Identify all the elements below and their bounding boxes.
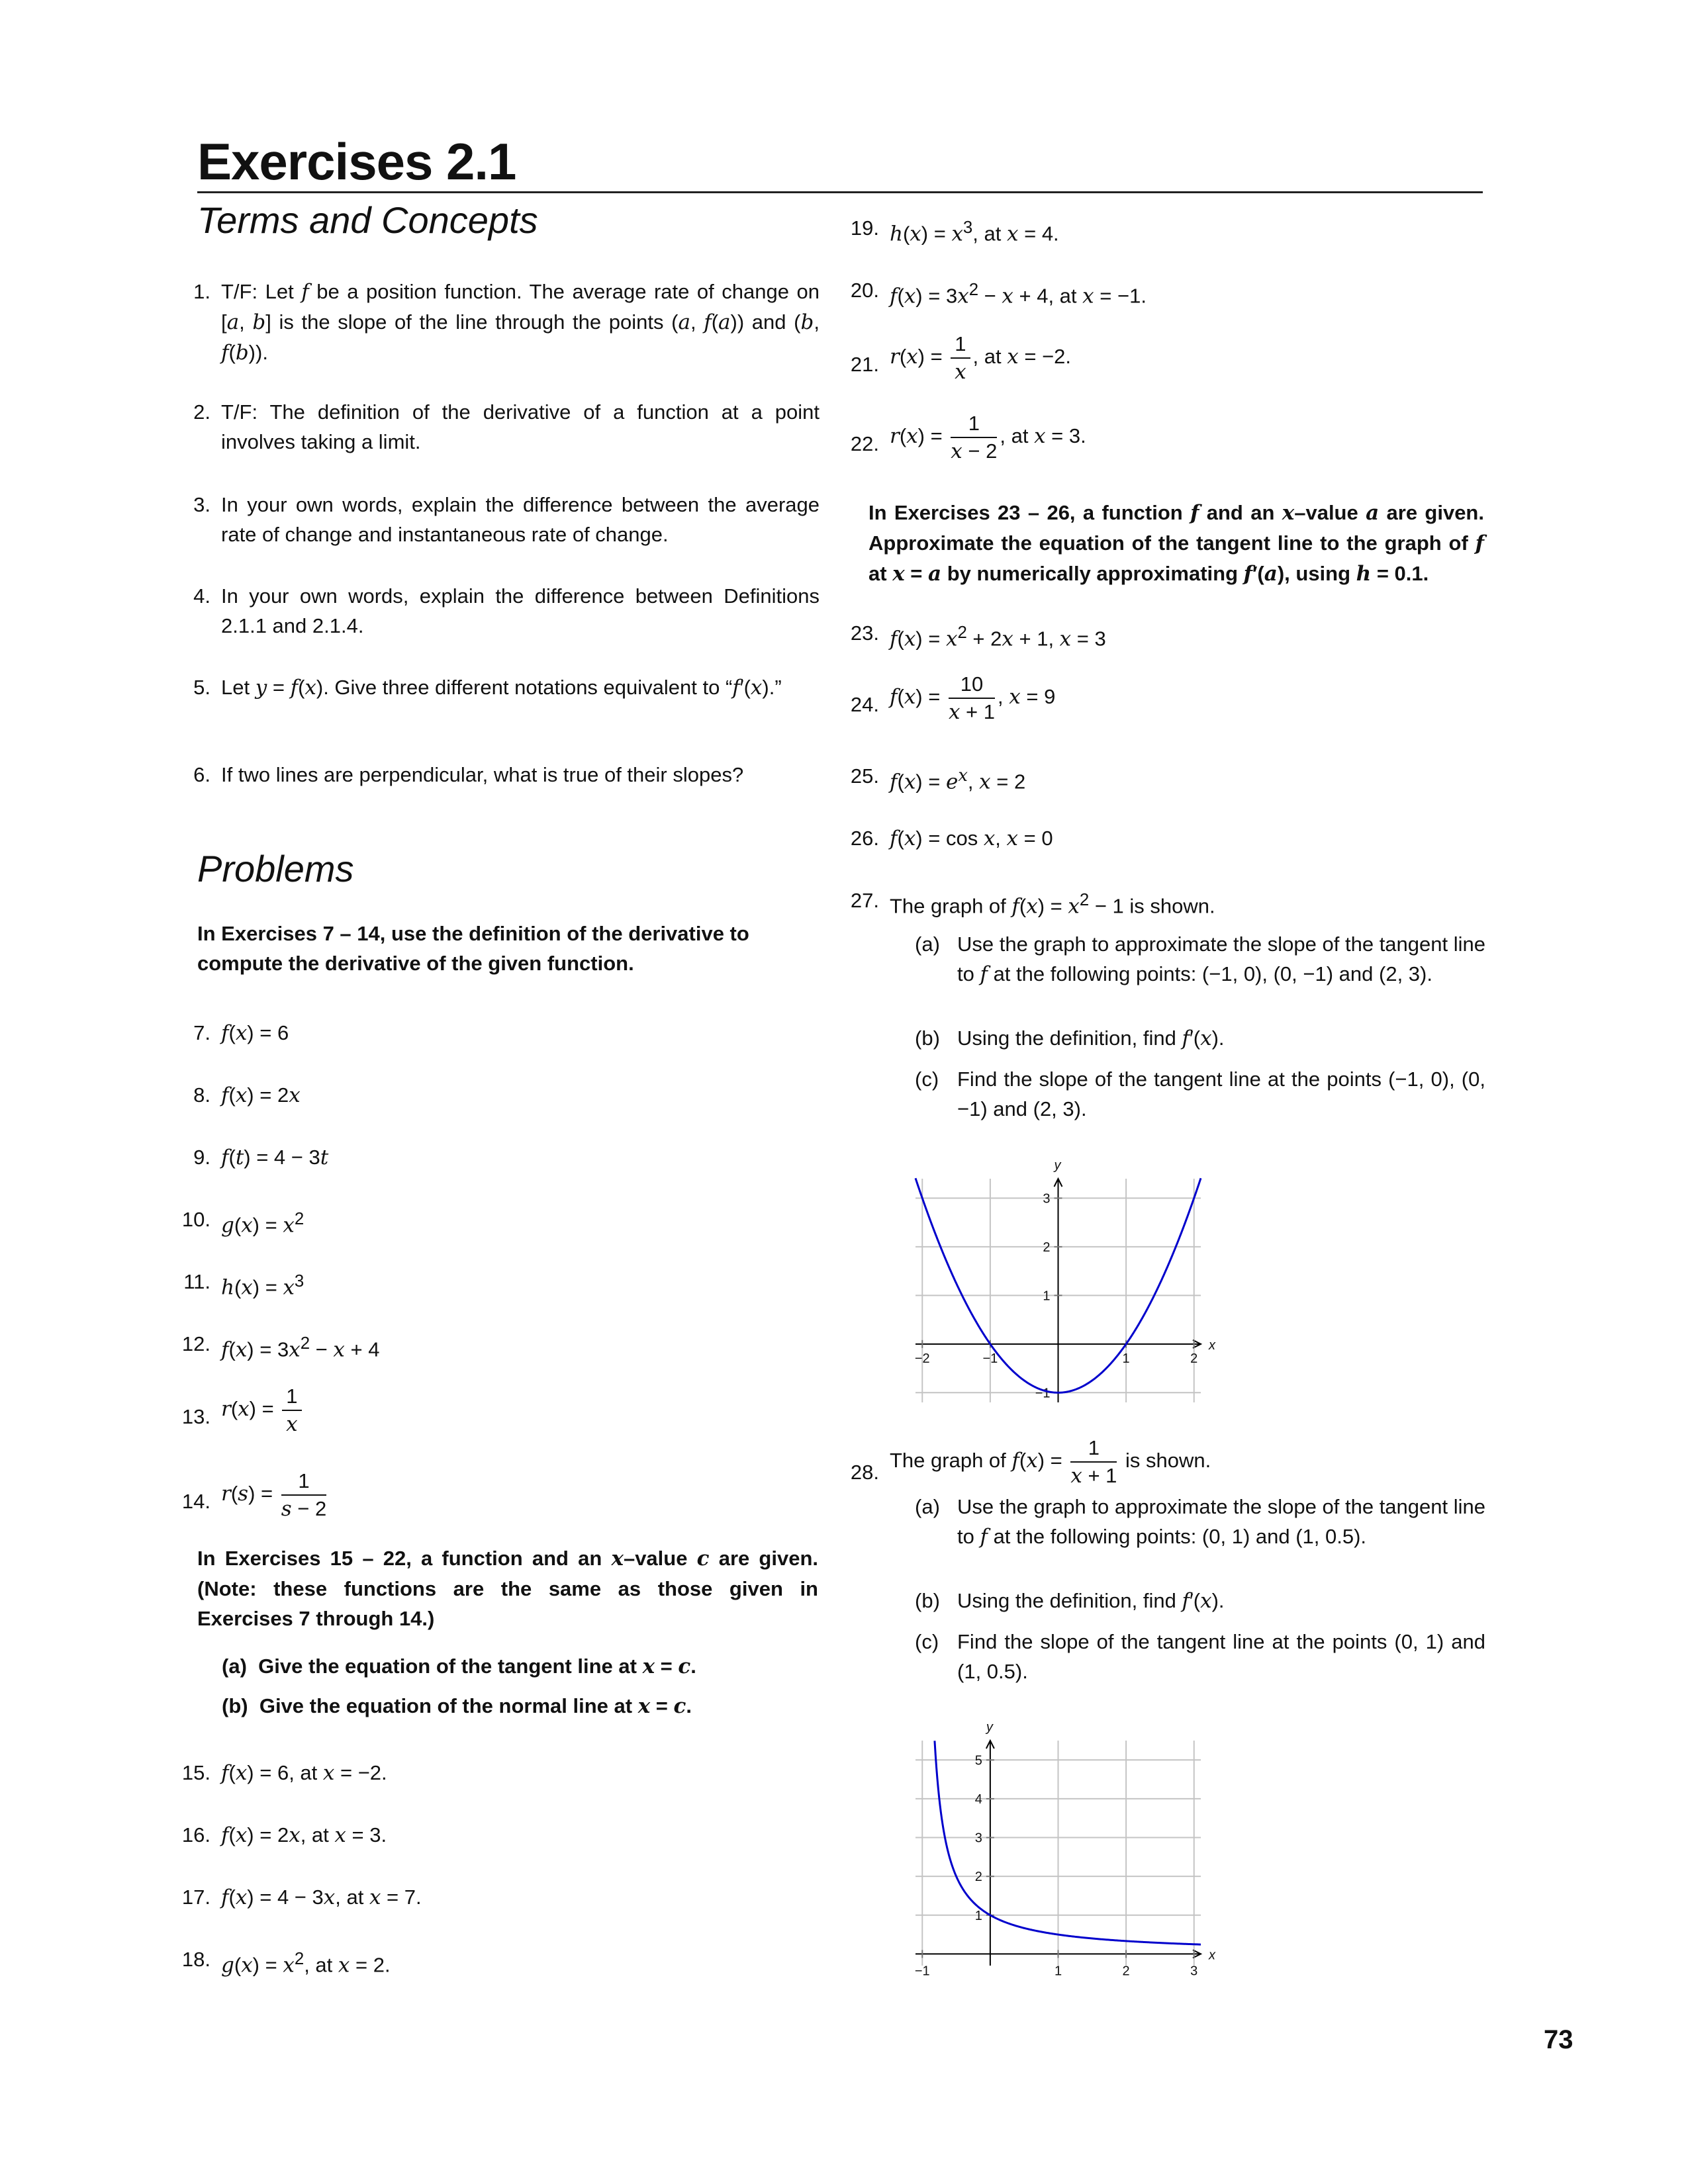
x-tick-label: 1 bbox=[1054, 1964, 1062, 1979]
exercise-text: f(x) = 2x, at x = 3. bbox=[221, 1823, 387, 1847]
exercise-number: 16. bbox=[181, 1823, 211, 1846]
exercise-text: $g(x) = x^2$, at x = 2. bbox=[221, 1950, 391, 1978]
exercise-text: $f(x) = x^2 + 2x + 1$, x = 3 bbox=[890, 623, 1106, 651]
exercise-number: 3. bbox=[193, 493, 211, 516]
exercise-text: r(x) = $\frac{1}{x - 2}$ , at x = 3. bbox=[890, 412, 1086, 463]
exercise-stem: The graph of $f(x) = x^2 - 1$ is shown. bbox=[890, 891, 1215, 919]
exercise-number: 20. bbox=[850, 279, 879, 302]
exercise-number: 11. bbox=[183, 1270, 211, 1293]
y-axis-label: y bbox=[986, 1720, 993, 1735]
part-text: Using the definition, find f′(x). bbox=[957, 1026, 1225, 1050]
part-text: Find the slope of the tangent line at the points (0, 1) and (1, 0.5). bbox=[957, 1630, 1485, 1683]
exercise-number: 8. bbox=[193, 1083, 211, 1107]
x-tick-label: 1 bbox=[1122, 1351, 1130, 1366]
x-axis-label: x bbox=[1209, 1948, 1215, 1963]
instructions-23-26: In Exercises 23 – 26, a function f and an x–value a are given. Approximate the equation of the tangent line to the graph of f at x = a by numerically approximating f′(a), using h = 0.1. bbox=[868, 501, 1484, 586]
y-tick-label: 5 bbox=[974, 1753, 982, 1768]
exercise-text: $f(x) = e^x$, x = 2 bbox=[890, 766, 1026, 794]
exercise-text: T/F: The definition of the derivative of a function at a point involves taking a limit. bbox=[221, 400, 820, 453]
exercise-text: f(x) = 6, at x = −2. bbox=[221, 1761, 387, 1785]
y-tick-label: 2 bbox=[1043, 1240, 1051, 1255]
exercise-text: f(x) = cos x, x = 0 bbox=[890, 827, 1053, 850]
part-text: Give the equation of the normal line at x = c. bbox=[259, 1694, 692, 1718]
part-text: Use the graph to approximate the slope of the tangent line to f at the following points: (0, 1) and (1, 0.5). bbox=[957, 1495, 1485, 1549]
exercise-text: r(x) = $\frac{1}{x}$ , at x = −2. bbox=[890, 332, 1072, 384]
y-axis-label: y bbox=[1054, 1158, 1061, 1173]
y-tick-label: 3 bbox=[974, 1831, 982, 1846]
instructions-7-14: In Exercises 7 – 14, use the definition of the derivative to compute the derivative of the given function. bbox=[197, 922, 749, 975]
exercise-number: 9. bbox=[193, 1146, 211, 1169]
x-tick-label: 2 bbox=[1122, 1964, 1130, 1979]
exercise-number: 22. bbox=[850, 432, 879, 455]
part-label: (b) bbox=[915, 1026, 940, 1050]
part-text: Find the slope of the tangent line at the points (−1, 0), (0, −1) and (2, 3). bbox=[957, 1068, 1485, 1120]
exercise-number: 21. bbox=[850, 353, 879, 376]
exercise-number: 26. bbox=[850, 827, 879, 850]
exercise-number: 12. bbox=[181, 1332, 211, 1355]
part-label: (b) bbox=[915, 1589, 940, 1612]
part-text: Give the equation of the tangent line at x = c. bbox=[258, 1655, 696, 1678]
exercise-number: 10. bbox=[181, 1208, 211, 1231]
part-label: (a) bbox=[915, 1495, 940, 1518]
exercise-text: f(x) = 6 bbox=[221, 1021, 289, 1045]
exercise-number: 28. bbox=[850, 1461, 879, 1484]
exercise-text: $f(x) = 3x^2 - x + 4$ bbox=[221, 1334, 380, 1362]
x-tick-label: −1 bbox=[914, 1964, 930, 1979]
exercise-number: 18. bbox=[181, 1948, 211, 1971]
y-tick-label: 4 bbox=[974, 1792, 982, 1807]
exercise-number: 7. bbox=[193, 1021, 211, 1044]
part-label: (c) bbox=[915, 1630, 939, 1653]
section-heading-terms: Terms and Concepts bbox=[197, 199, 538, 241]
instructions-15-22: In Exercises 15 – 22, a function and an x–value c are given. (Note: these functions are the same as those given in Exercises 7 through 14.) bbox=[197, 1547, 818, 1630]
exercise-number: 23. bbox=[850, 621, 879, 645]
exercise-text: r(x) = $\frac{1}{x}$ bbox=[221, 1383, 820, 1437]
exercise-text: In your own words, explain the difference between the average rate of change and instantaneous rate of change. bbox=[221, 493, 820, 546]
exercise-number: 19. bbox=[850, 216, 879, 240]
exercise-text: f(x) = 4 − 3x, at x = 7. bbox=[221, 1886, 422, 1909]
part-label: (a) bbox=[915, 933, 940, 956]
y-tick-label: 1 bbox=[974, 1908, 982, 1923]
exercise-text: f(t) = 4 − 3t bbox=[221, 1146, 329, 1169]
part-text: Using the definition, find f′(x). bbox=[957, 1589, 1225, 1613]
exercise-text: If two lines are perpendicular, what is true of their slopes? bbox=[221, 763, 744, 786]
exercise-number: 1. bbox=[193, 280, 211, 303]
x-tick-label: −2 bbox=[914, 1351, 930, 1366]
exercise-number: 13. bbox=[181, 1405, 211, 1428]
exercise-number: 17. bbox=[181, 1886, 211, 1909]
y-tick-label: −1 bbox=[1035, 1386, 1051, 1401]
exercise-text: $f(x) = 3x^2 - x + 4$, at x = −1. bbox=[890, 281, 1147, 308]
exercise-number: 24. bbox=[850, 693, 879, 716]
exercise-stem: The graph of f(x) = $\frac{1}{x + 1}$ is shown. bbox=[890, 1436, 1211, 1488]
exercise-number: 6. bbox=[193, 763, 211, 786]
exercise-text: In your own words, explain the difference between Definitions 2.1.1 and 2.1.4. bbox=[221, 584, 820, 637]
exercise-text: $g(x) = x^2$ bbox=[221, 1210, 305, 1238]
x-tick-label: 2 bbox=[1190, 1351, 1198, 1366]
y-tick-label: 1 bbox=[1043, 1289, 1051, 1304]
exercise-text: r(s) = $\frac{1}{s - 2}$ bbox=[221, 1469, 327, 1521]
x-tick-label: −1 bbox=[982, 1351, 998, 1366]
exercise-text: f(x) = $\frac{10}{x + 1}$ , x = 9 bbox=[890, 672, 1056, 724]
exercise-number: 2. bbox=[193, 400, 211, 424]
y-tick-label: 2 bbox=[974, 1870, 982, 1885]
exercise-text: Let y = f(x). Give three different notations equivalent to “f′(x).” bbox=[221, 676, 782, 700]
part-text: Use the graph to approximate the slope of the tangent line to f at the following points: (−1, 0), (0, −1) and (2, 3). bbox=[957, 933, 1485, 986]
y-tick-label: 3 bbox=[1043, 1191, 1051, 1206]
exercise-number: 4. bbox=[193, 584, 211, 608]
part-label: (a) bbox=[222, 1655, 247, 1678]
page-number: 73 bbox=[1544, 2025, 1573, 2054]
exercise-text: T/F: Let f be a position function. The average rate of change on [a, b] is the slope of the line through the points (a, f(a)) and (b, f(b)). bbox=[221, 280, 820, 365]
exercise-number: 5. bbox=[193, 676, 211, 699]
x-axis-label: x bbox=[1209, 1338, 1215, 1353]
exercise-number: 25. bbox=[850, 764, 879, 788]
exercise-number: 15. bbox=[181, 1761, 211, 1784]
exercise-text: $h(x) = x^3$ bbox=[221, 1272, 305, 1300]
part-label: (c) bbox=[915, 1068, 939, 1091]
exercise-number: 14. bbox=[181, 1490, 211, 1513]
part-label: (b) bbox=[222, 1694, 248, 1717]
exercise-text: $h(x) = x^3$, at x = 4. bbox=[890, 218, 1059, 246]
x-tick-label: 3 bbox=[1190, 1964, 1198, 1979]
exercise-text: f(x) = 2x bbox=[221, 1083, 301, 1107]
section-heading-problems: Problems bbox=[197, 848, 354, 889]
page-title: Exercises 2.1 bbox=[197, 132, 516, 191]
exercise-number: 27. bbox=[850, 889, 879, 912]
